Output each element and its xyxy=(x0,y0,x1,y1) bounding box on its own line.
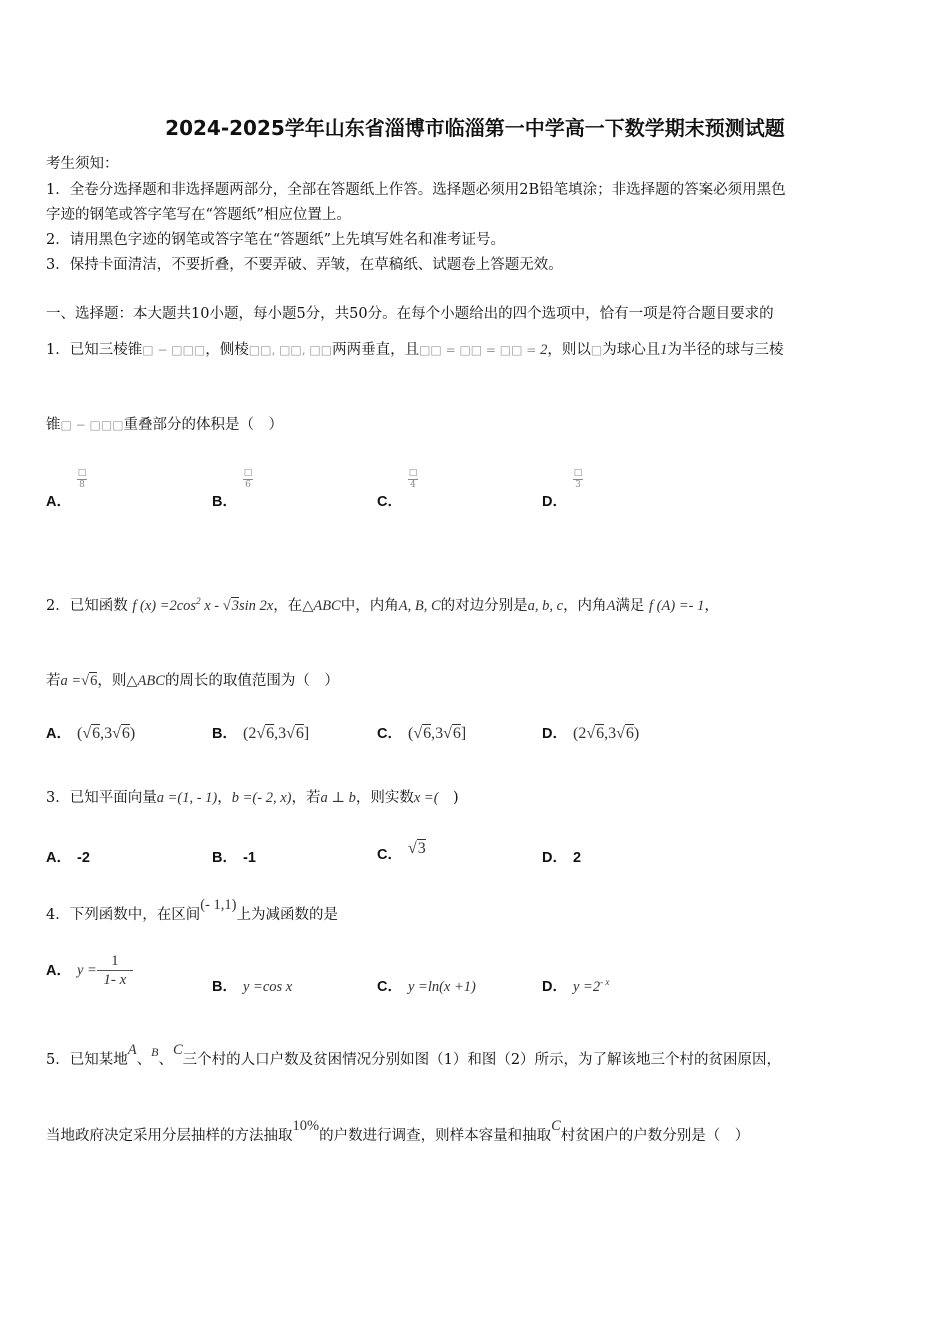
notice-item-3: 3．保持卡面清洁，不要折叠，不要弄破、弄皱，在草稿纸、试题卷上答题无效。 xyxy=(46,257,563,273)
question-number: 1． xyxy=(46,342,70,358)
formula-placeholder: □ − □□□ xyxy=(60,418,124,432)
question-5-line-1: 5．已知某地A、$^B$、C三个村的人口户数及贫困情况分别如图（1）和图（2）所示，为了解该地三个村的贫困原因， xyxy=(46,1042,782,1068)
question-number: 2． xyxy=(46,598,70,614)
page-title: 2024-2025学年山东省淄博市临淄第一中学高一下数学期末预测试题 xyxy=(165,116,785,140)
fraction: $\frac{□}{4}$ xyxy=(408,468,418,490)
q3-option-a[interactable]: A． -2 xyxy=(46,850,90,866)
question-number: 5． xyxy=(46,1052,70,1068)
q2-option-a[interactable]: A． (√6,3√6) xyxy=(46,725,136,742)
q2-option-d[interactable]: D． (2√6,3√6) xyxy=(542,725,640,742)
notice-item-2: 2．请用黑色字迹的钢笔或答字笔在“答题纸”上先填写姓名和准考证号。 xyxy=(46,232,506,248)
section-heading: 一、选择题：本大题共10小题，每小题5分，共50分。在每个小题给出的四个选项中，恰有一项是符合题目要求的 xyxy=(46,306,774,322)
q1-option-c[interactable]: C． $\frac{□}{4}$ xyxy=(377,468,418,510)
q2-option-b[interactable]: B． (2√6,3√6] xyxy=(212,725,310,742)
fraction: $\frac{□}{8}$ xyxy=(77,468,87,490)
q3-option-c[interactable]: C． √3 xyxy=(377,840,426,863)
q1-option-b[interactable]: B． $\frac{□}{6}$ xyxy=(212,468,253,510)
fraction: $\frac{1}{1- x}$ xyxy=(97,952,133,989)
question-4-line: 4．下列函数中，在区间(- 1,1)上为减函数的是 xyxy=(46,897,338,923)
question-3-line: 3．已知平面向量a =(1, - 1)，b =(- 2, x)，若a ⊥ b，则实数x =( ) xyxy=(46,790,459,806)
formula-placeholder: □ − □□□ xyxy=(142,343,206,357)
question-number: 3． xyxy=(46,790,70,806)
notice-heading: 考生须知： xyxy=(46,156,119,172)
notice-item-1b: 字迹的钢笔或答字笔写在“答题纸”相应位置上。 xyxy=(46,207,351,223)
q3-option-b[interactable]: B． -1 xyxy=(212,850,256,866)
formula-placeholder: □□ = □□ = □□ = xyxy=(419,343,541,357)
q4-option-b[interactable]: B． y =cos x xyxy=(212,979,293,995)
q1-option-a[interactable]: A． $\frac{□}{8}$ xyxy=(46,468,87,510)
question-5-line-2: 当地政府决定采用分层抽样的方法抽取10%的户数进行调查，则样本容量和抽取C村贫困户的户数分别是（ ） xyxy=(46,1118,750,1144)
q4-option-c[interactable]: C． y =ln(x +1) xyxy=(377,979,476,995)
formula-placeholder: □ xyxy=(590,343,603,357)
formula-placeholder: □□, □□, □□ xyxy=(248,343,333,357)
fraction: $\frac{□}{3}$ xyxy=(573,468,583,490)
function-formula: f $(x) =2\cos^2$ x - √3sin 2x xyxy=(132,596,274,614)
question-1-line-1: 1．已知三棱锥□ − □□□，侧棱□□, □□, □□两两垂直，且□□ = □□ = □□ = 2，则以□为球心且1为半径的球与三棱 xyxy=(46,342,784,358)
question-number: 4． xyxy=(46,907,70,923)
q1-option-d[interactable]: D． $\frac{□}{3}$ xyxy=(542,468,583,510)
question-1-line-2: 锥□ − □□□重叠部分的体积是（ ） xyxy=(46,417,284,433)
q2-option-c[interactable]: C． (√6,3√6] xyxy=(377,725,467,742)
q3-option-d[interactable]: D． 2 xyxy=(542,850,582,866)
question-2-line-2: 若a =√6，则△ABC的周长的取值范围为（ ） xyxy=(46,673,339,689)
fraction: $\frac{□}{6}$ xyxy=(243,468,253,490)
q4-option-a[interactable]: A． y = $\frac{1}{1- x}$ xyxy=(46,952,133,989)
question-2-line-1: 2．已知函数 f $(x) =2\cos^2$ x - √3sin 2x，在△ABC中，内角A, B, C的对边分别是a, b, c，内角A满足 f (A) =- 1， xyxy=(46,596,719,614)
q4-option-d[interactable]: D． $y =2^{- x}$ xyxy=(542,977,610,995)
notice-item-1a: 1．全卷分选择题和非选择题两部分，全部在答题纸上作答。选择题必须用2B铅笔填涂；非选择题的答案必须用黑色 xyxy=(46,182,786,198)
